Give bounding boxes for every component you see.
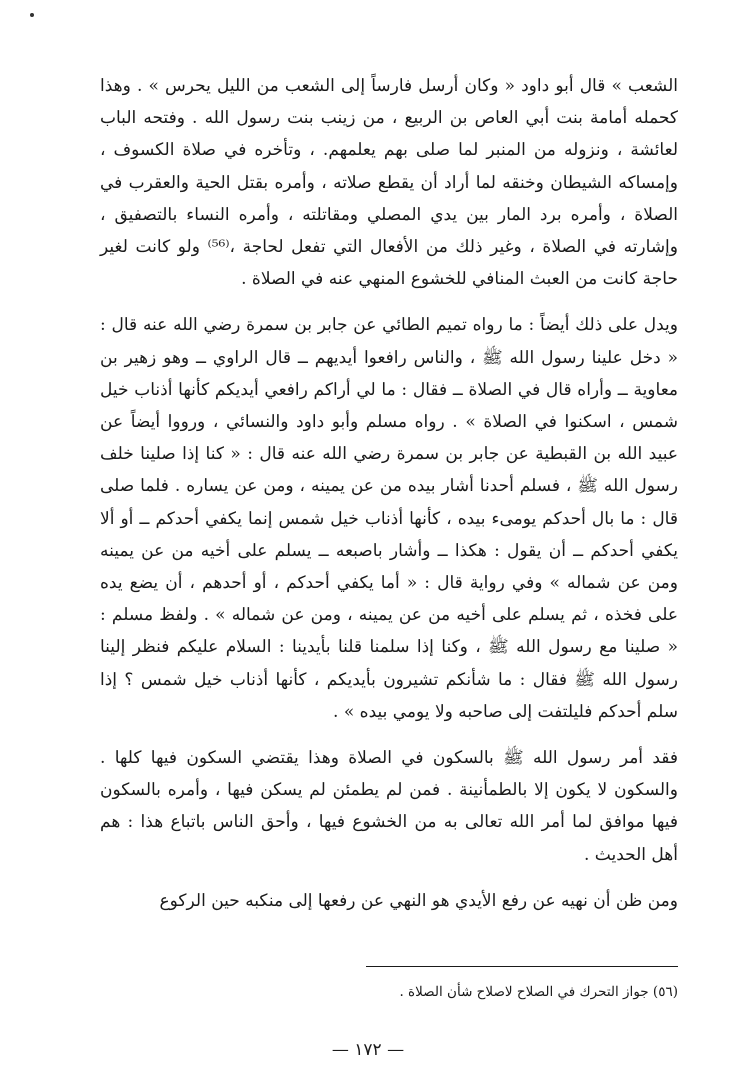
paragraph-3: فقد أمر رسول الله ﷺ بالسكون في الصلاة وهذا يقتضي السكون فيها كلها . والسكون لا يكون إلا بالطمأنينة . فمن لم يطمئن لم يسكن فيها ، وأمره بالسكون فيها موافق لما أمر الله تعالى به من الخشوع فيها ، وأحق الناس باتباع هذا : هم أهل الحديث . (100, 748, 678, 865)
paragraph-2: ويدل على ذلك أيضاً : ما رواه تميم الطائي عن جابر بن سمرة رضي الله عنه قال : « دخل علينا رسول الله ﷺ ، والناس رافعوا أيديهم ــ قال الراوي ــ وهو زهير بن معاوية ــ وأراه قال في الصلاة ــ فقال : ما لي أراكم رافعي أيديكم كأنها أذناب خيل شمس ، اسكنوا في الصلاة » . رواه مسلم وأبو داود والنسائي ، ورووا أيضاً عن عبيد الله بن القبطية عن جابر بن سمرة رضي الله عنه قال : « كنا إذا صلينا خلف رسول الله ﷺ ، فسلم أحدنا أشار بيده من عن يمينه ، ومن عن يساره . فلما صلى قال : ما بال أحدكم يومىء بيده ، كأنها أذناب خيل شمس إنما يكفي أحدكم ــ أو ألا يكفي أحدكم ــ أن يقول : هكذا ــ وأشار باصبعه ــ يسلم على أخيه من عن يمينه ومن عن شماله » وفي رواية قال : « أما يكفي أحدكم ، أو أحدهم ، أن يضع يده على فخذه ، ثم يسلم على أخيه من عن يمينه ، ومن عن شماله » . ولفظ مسلم : « صلينا مع رسول الله ﷺ ، وكنا إذا سلمنا قلنا بأيدينا : السلام عليكم فنظر إلينا رسول الله ﷺ فقال : ما شأنكم تشيرون بأيديكم ، كأنها أذناب خيل شمس ؟ إذا سلم أحدكم فليلتفت إلى صاحبه ولا يومي بيده » . (100, 315, 678, 722)
page-number: — ١٧٢ — (331, 1040, 405, 1060)
paragraph-1: الشعب » قال أبو داود « وكان أرسل فارساً إلى الشعب من الليل يحرس » . وهذا كحمله أمامة بنت أبي العاص بن الربيع ، من زينب بنت رسول الله . وفتحه الباب لعائشة ، ونزوله من المنبر لما صلى بهم يعلمهم. ، وتأخره في صلاة الكسوف ، وإمساكه الشيطان وخنقه لما أراد أن يقطع صلاته ، وأمره بقتل الحية والعقرب في الصلاة ، وأمره برد المار بين يدي المصلي ومقاتلته ، وأمره النساء بالتصفيق ، وإشارته في الصلاة ، وغير ذلك من الأفعال التي تفعل لحاجة ،⁽⁵⁶⁾ ولو كانت لغير حاجة كانت من العبث المنافي للخشوع المنهي عنه في الصلاة . (100, 76, 678, 290)
main-text (100, 70, 678, 917)
page-speck (30, 13, 34, 17)
paragraph-4: ومن ظن أن نهيه عن رفع الأيدي هو النهي عن رفعها إلى منكبه حين الركوع (159, 890, 678, 911)
footnote: (٥٦) جواز التحرك في الصلاح لاصلاح شأن الصلاة . (399, 984, 678, 1000)
footnote-divider (366, 966, 678, 967)
